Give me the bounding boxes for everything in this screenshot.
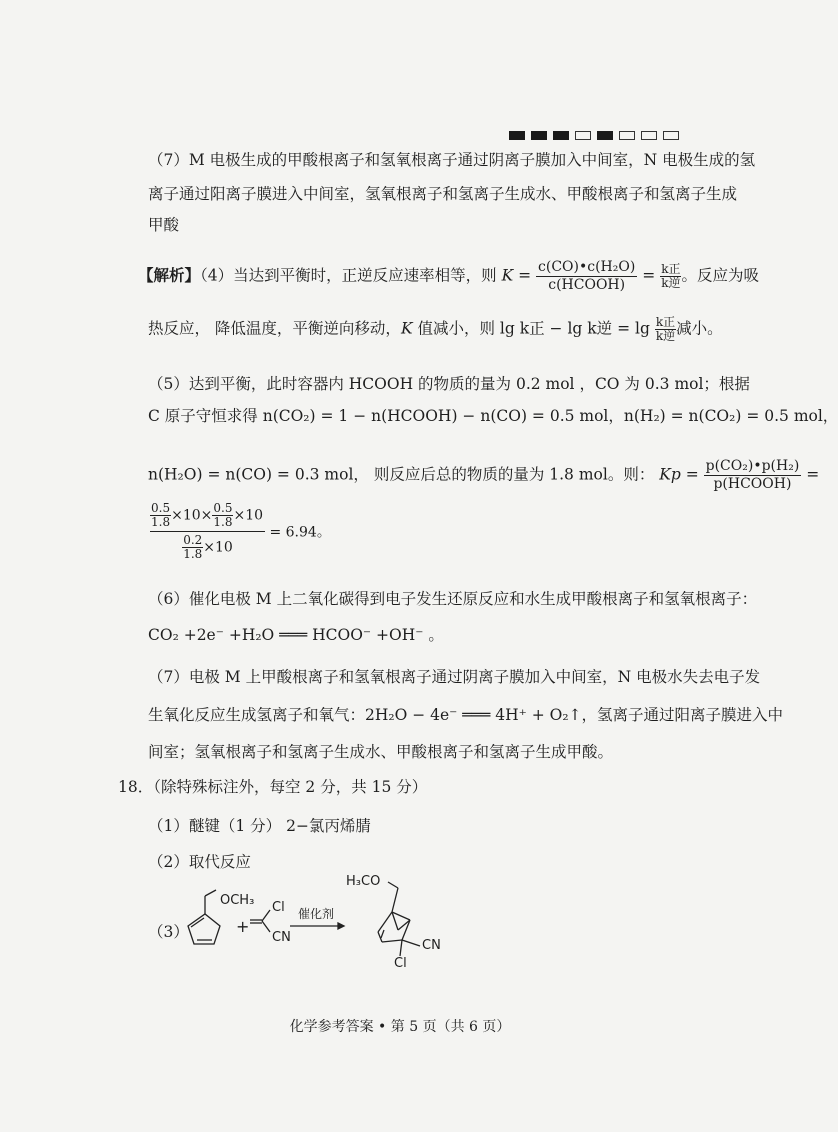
Kp-symbol: Kp — [659, 465, 681, 484]
p4-intro: （4）当达到平衡时，正逆反应速率相等，则 — [200, 266, 497, 285]
p5-line3-text: n(H₂O) = n(CO) = 0.3 mol， 则反应后总的物质的量为 1.8 mol。则： — [148, 465, 655, 484]
calc-frac-2 — [212, 502, 233, 529]
mark-square — [575, 131, 591, 140]
page-footer: 化学参考答案 • 第 5 页（共 6 页） — [289, 1019, 511, 1035]
equals-sign: = — [806, 465, 820, 484]
q17-7-line2: 离子通过阳离子膜进入中间室，氢氧根离子和氢离子生成水、甲酸根离子和氢离子生成 — [148, 185, 738, 203]
analysis-label: 【解析】 — [138, 265, 201, 285]
mark-square — [553, 131, 569, 140]
methoxy-group: OCH₃ — [220, 893, 255, 908]
K-fraction — [536, 259, 637, 294]
catalyst-label: 催化剂 — [298, 907, 335, 921]
Kp-fraction — [704, 458, 802, 493]
lg-expression: lg k正 − lg k逆 = lg — [499, 319, 650, 338]
product-methoxy: H₃CO — [346, 874, 381, 889]
reaction-arrow — [290, 923, 344, 929]
calc-mid1: ×10× — [171, 507, 213, 524]
p6-equation: CO₂ +2e⁻ +H₂O ═══ HCOO⁻ +OH⁻ 。 — [148, 626, 444, 644]
plus-sign: + — [236, 917, 250, 936]
product-cl: Cl — [394, 956, 407, 971]
analysis-p4-line1 — [138, 259, 759, 294]
Kp-denominator: p(HCOOH) — [713, 476, 792, 492]
q17-7-line3: 甲酸 — [148, 216, 180, 234]
mark-square — [531, 131, 547, 140]
p7-line1: （7）电极 M 上甲酸根离子和氢氧根离子通过阴离子膜加入中间室，N 电极水失去电子发 — [148, 668, 761, 686]
q17-7-line1: （7）M 电极生成的甲酸根离子和氢氧根离子通过阴离子膜加入中间室，N 电极生成的氢 — [148, 151, 756, 169]
calc-d1: 1.8 — [151, 515, 171, 529]
p7-line3: 间室；氢氧根离子和氢离子生成水、甲酸根离子和氢离子生成甲酸。 — [148, 743, 614, 761]
p5-line3: n(H₂O) = n(CO) = 0.3 mol， 则反应后总的物质的量为 1.8 mol。则： Kp = $\frac{\text{p(CO₂)•p(H₂)}}{\text{p(HCOOH)}}$ = — [148, 458, 820, 492]
p7-line2: 生氧化反应生成氢离子和氧气：2H₂O − 4e⁻ ═══ 4H⁺ + O₂↑，氢离子通过阳离子膜进入中 — [148, 706, 784, 724]
K-symbol: K — [400, 319, 413, 338]
mark-square — [663, 131, 679, 140]
k-forward: k正 — [661, 262, 681, 276]
calc-result: = 6.94。 — [269, 524, 331, 541]
chloroacrylonitrile — [250, 910, 270, 932]
p5-line1: （5）达到平衡，此时容器内 HCOOH 的物质的量为 0.2 mol ，CO 为 0.3 mol；根据 — [148, 375, 750, 393]
product-cn: CN — [422, 938, 441, 953]
equals-sign: = — [642, 266, 656, 285]
p5-line2: C 原子守恒求得 n(CO₂) = 1 − n(HCOOH) − n(CO) = 0.5 mol，n(H₂) = n(CO₂) = 0.5 mol， — [148, 407, 838, 425]
q18-answer-2: （2）取代反应 — [148, 853, 251, 871]
p4-line2-c: 减小。 — [676, 319, 723, 338]
calc-frac-1 — [150, 502, 171, 529]
calc-frac-3 — [182, 534, 203, 561]
reactant-cn: CN — [272, 930, 291, 945]
calc-mid2: ×10 — [233, 507, 264, 524]
mark-square — [641, 131, 657, 140]
cyclopentadiene-ring — [188, 890, 220, 944]
K-symbol: K — [501, 266, 514, 285]
p4-after: 。反应为吸 — [681, 266, 759, 285]
q18-answer-3-label: （3） — [148, 923, 189, 941]
k-ratio-fraction — [660, 263, 681, 290]
p4-line2-b: 值减小，则 — [412, 319, 495, 338]
header-marks — [509, 131, 679, 140]
lg-fraction — [655, 316, 676, 343]
calc-n2: 0.5 — [213, 501, 233, 515]
lg-denominator: k逆 — [655, 329, 676, 343]
calc-n3: 0.2 — [183, 533, 203, 547]
K-numerator: c(CO)•c(H₂O) — [538, 259, 636, 275]
calc-d3: 1.8 — [183, 547, 203, 561]
q18-title: 18．（除特殊标注外，每空 2 分，共 15 分） — [118, 778, 428, 796]
reactant-cl: Cl — [272, 900, 285, 915]
calc-d2: 1.8 — [213, 515, 233, 529]
equals-sign: = — [518, 266, 532, 285]
mark-square — [509, 131, 525, 140]
kp-calculation — [150, 502, 331, 561]
lg-numerator: k正 — [655, 315, 676, 329]
analysis-p4-line2 — [148, 316, 723, 343]
mark-square — [619, 131, 635, 140]
calc-mid3: ×10 — [203, 539, 233, 556]
p6-line1: （6）催化电极 M 上二氧化碳得到电子发生还原反应和水生成甲酸根离子和氢氧根离子： — [148, 590, 758, 608]
K-denominator: c(HCOOH) — [548, 277, 626, 293]
bicyclic-product — [378, 882, 420, 956]
q18-answer-1: （1）醚键（1 分） 2−氯丙烯腈 — [148, 817, 371, 835]
reaction-scheme — [170, 868, 470, 978]
k-reverse: k逆 — [661, 276, 681, 290]
calc-n1: 0.5 — [151, 501, 171, 515]
p4-line2-a: 热反应， 降低温度，平衡逆向移动， — [148, 319, 401, 338]
mark-square — [597, 131, 613, 140]
Kp-numerator: p(CO₂)•p(H₂) — [705, 458, 800, 474]
